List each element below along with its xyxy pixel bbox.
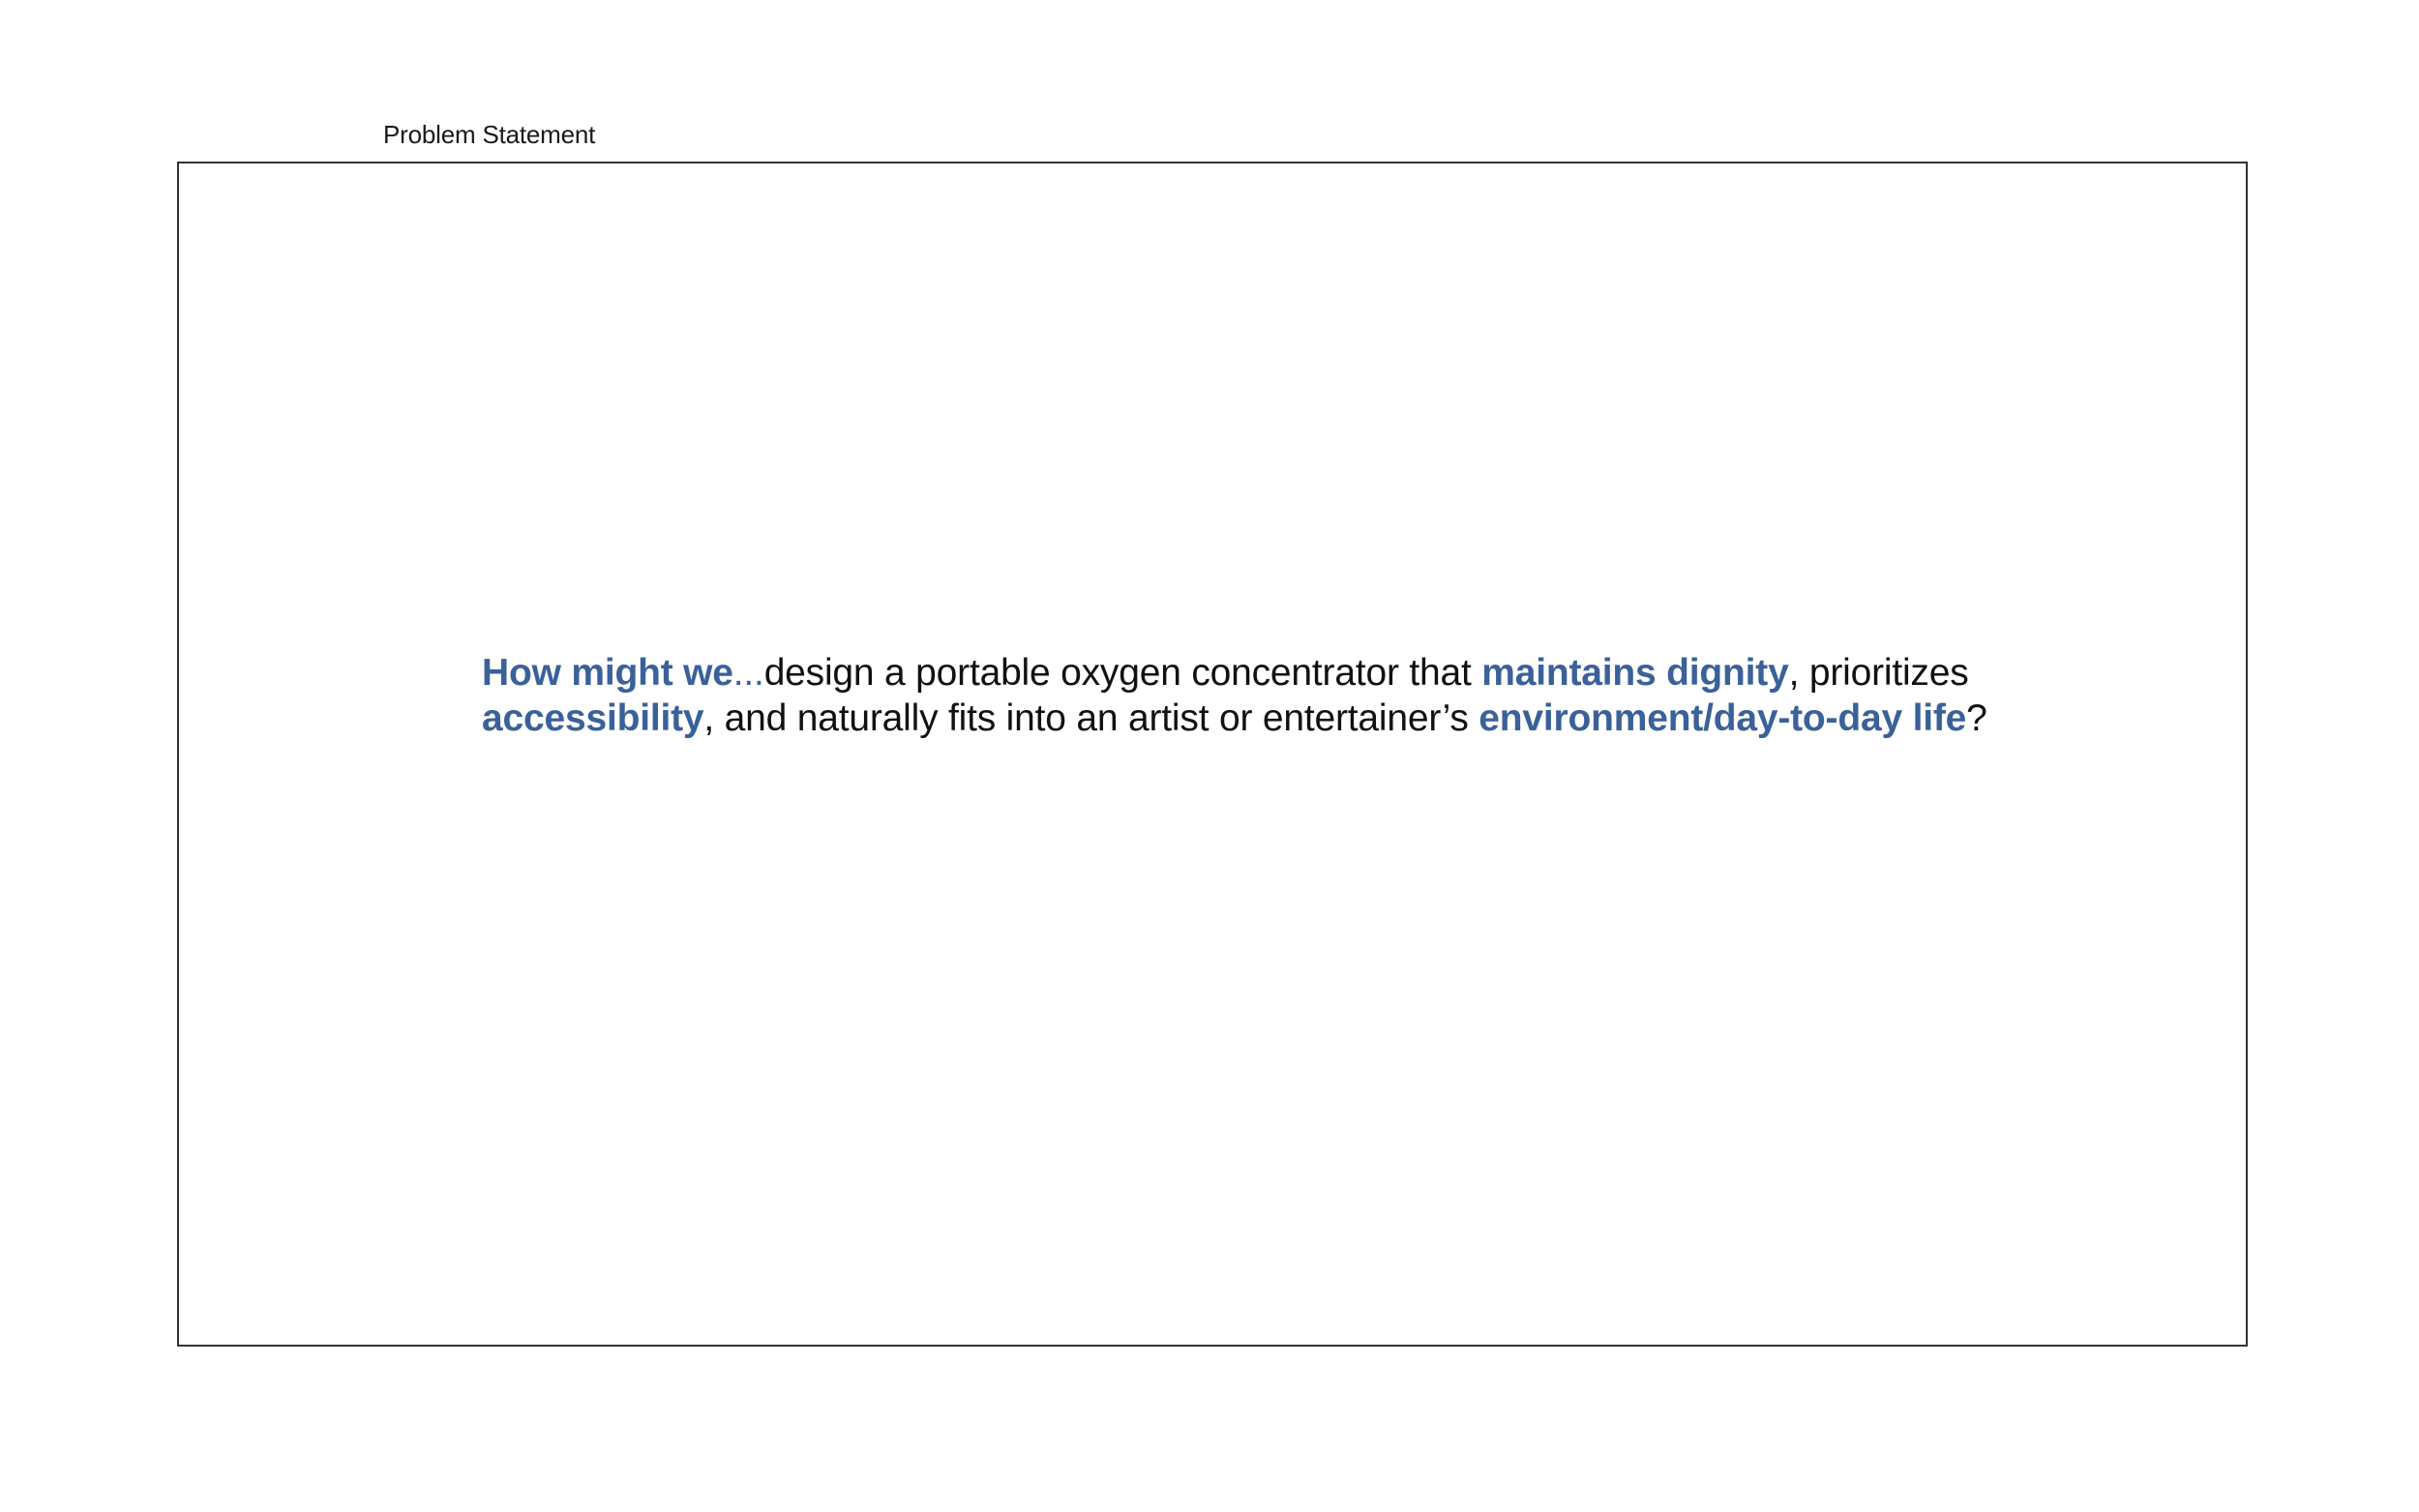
emphasis-dignity: maintains dignity [1481,652,1789,694]
hmw-prompt: How might we [482,652,733,694]
emphasis-environment: environment/day-to-day life [1478,697,1967,739]
statement-line-2 [482,696,2088,741]
content-frame [177,162,2248,1347]
statement-text-3: , and naturally fits into an artist or entertainer’s [703,697,1479,739]
statement-line-1 [482,650,2088,696]
statement-text-2: , prioritizes [1788,652,1969,694]
emphasis-accessibility: accessibility [482,697,704,739]
statement-text-4: ? [1966,697,1987,739]
problem-statement [482,650,2088,741]
hmw-ellipsis: ... [732,652,764,694]
statement-text-1: design a portable oxygen concentrator that [763,652,1482,694]
section-label: Problem Statement [383,120,596,149]
